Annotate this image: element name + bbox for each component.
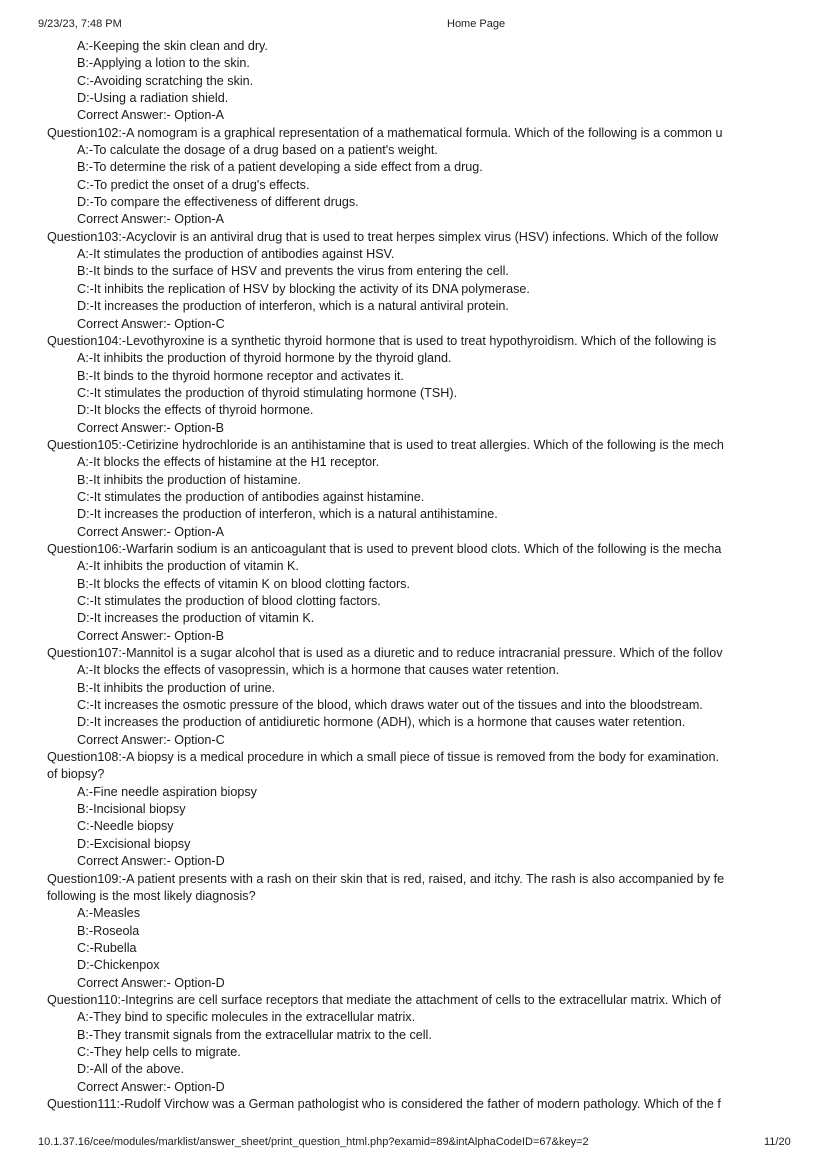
question-block <box>0 437 790 541</box>
option-line: D:-Using a radiation shield. <box>77 91 229 106</box>
option-line: A:-It stimulates the production of antibodies against HSV. <box>77 247 395 262</box>
question-text: Question109:-A patient presents with a rash on their skin that is red, raised, and itchy. The rash is also accompanied by fe <box>47 871 725 886</box>
option-line: A:-It blocks the effects of vasopressin, which is a hormone that causes water retention. <box>77 663 560 678</box>
question-text: Question103:-Acyclovir is an antiviral drug that is used to treat herpes simplex virus (HSV) infections. Which of the follow <box>47 229 719 244</box>
option-line: C:-They help cells to migrate. <box>77 1044 241 1059</box>
question-text: Question104:-Levothyroxine is a synthetic thyroid hormone that is used to treat hypothyroidism. Which of the following is <box>47 333 717 348</box>
question-text: Question105:-Cetirizine hydrochloride is an antihistamine that is used to treat allergies. Which of the following is the mech <box>47 437 724 452</box>
option-line: B:-Incisional biopsy <box>77 802 186 817</box>
print-datetime: 9/23/23, 7:48 PM <box>38 18 122 30</box>
option-line: A:-Keeping the skin clean and dry. <box>77 39 268 53</box>
correct-answer: Correct Answer:- Option-B <box>77 420 224 435</box>
option-line: C:-Needle biopsy <box>77 819 174 834</box>
question-block <box>0 992 790 1096</box>
correct-answer: Correct Answer:- Option-C <box>77 732 225 747</box>
option-line: C:-It stimulates the production of thyroid stimulating hormone (TSH). <box>77 385 458 400</box>
option-line: C:-It inhibits the replication of HSV by blocking the activity of its DNA polymerase. <box>77 281 530 296</box>
question-text: Question106:-Warfarin sodium is an anticoagulant that is used to prevent blood clots. Which of the following is the mecha <box>47 541 722 556</box>
option-line: C:-It stimulates the production of antibodies against histamine. <box>77 489 425 504</box>
correct-answer: Correct Answer:- Option-A <box>77 524 224 539</box>
option-line: D:-Chickenpox <box>77 958 160 973</box>
option-line: B:-Applying a lotion to the skin. <box>77 56 250 71</box>
question-block <box>0 541 790 645</box>
question-text: Question110:-Integrins are cell surface receptors that mediate the attachment of cells to the extracellular matrix. Which of <box>47 992 721 1007</box>
option-line: C:-It increases the osmotic pressure of the blood, which draws water out of the tissues and into the bloodstream. <box>77 698 703 713</box>
option-line: C:-Rubella <box>77 940 137 955</box>
question-text: Question107:-Mannitol is a sugar alcohol that is used as a diuretic and to reduce intracranial pressure. Which of the follov <box>47 646 723 661</box>
option-line: D:-All of the above. <box>77 1062 185 1077</box>
question-block <box>0 749 790 870</box>
option-line: B:-It blocks the effects of vitamin K on blood clotting factors. <box>77 576 410 591</box>
option-line: A:-To calculate the dosage of a drug based on a patient's weight. <box>77 143 438 158</box>
option-line: A:-Fine needle aspiration biopsy <box>77 784 257 799</box>
option-line: D:-It increases the production of interferon, which is a natural antihistamine. <box>77 507 498 522</box>
option-line: A:-Measles <box>77 906 140 921</box>
correct-answer: Correct Answer:- Option-A <box>77 108 224 123</box>
question-block <box>0 1096 790 1113</box>
question-block <box>0 333 790 437</box>
question-block <box>0 645 790 749</box>
question-block <box>0 125 790 229</box>
option-line: B:-It inhibits the production of urine. <box>77 680 276 695</box>
option-line: A:-It inhibits the production of thyroid hormone by the thyroid gland. <box>77 351 452 366</box>
page-title: Home Page <box>447 18 506 30</box>
question-text: Question108:-A biopsy is a medical procedure in which a small piece of tissue is removed from the body for examination. <box>47 750 720 765</box>
option-line: A:-It blocks the effects of histamine at the H1 receptor. <box>77 455 380 470</box>
option-line: B:-To determine the risk of a patient developing a side effect from a drug. <box>77 160 483 175</box>
question-list <box>0 38 790 1118</box>
option-line: B:-It inhibits the production of histamine. <box>77 472 302 487</box>
correct-answer: Correct Answer:- Option-D <box>77 975 225 990</box>
question-text: Question111:-Rudolf Virchow was a German pathologist who is considered the father of modern pathology. Which of the f <box>47 1096 721 1111</box>
question-text-continued: of biopsy? <box>47 767 105 782</box>
questions <box>0 125 790 1114</box>
option-line: C:-Avoiding scratching the skin. <box>77 73 254 88</box>
option-line: B:-It binds to the thyroid hormone receptor and activates it. <box>77 368 404 383</box>
carry-over-block <box>0 38 790 125</box>
option-line: D:-It increases the production of antidiuretic hormone (ADH), which is a hormone that causes water retention. <box>77 715 686 730</box>
page-number: 11/20 <box>764 1136 791 1148</box>
option-line: A:-It inhibits the production of vitamin K. <box>77 559 299 574</box>
option-line: B:-They transmit signals from the extracellular matrix to the cell. <box>77 1027 432 1042</box>
option-line: D:-It blocks the effects of thyroid hormone. <box>77 403 314 418</box>
question-block <box>0 229 790 333</box>
option-line: D:-It increases the production of interferon, which is a natural antiviral protein. <box>77 299 509 314</box>
option-line: B:-Roseola <box>77 923 140 938</box>
option-line: D:-It increases the production of vitamin K. <box>77 611 315 626</box>
option-line: C:-It stimulates the production of blood clotting factors. <box>77 594 381 608</box>
correct-answer: Correct Answer:- Option-D <box>77 854 225 869</box>
option-line: D:-To compare the effectiveness of different drugs. <box>77 195 359 210</box>
correct-answer: Correct Answer:- Option-C <box>77 316 225 331</box>
correct-answer: Correct Answer:- Option-D <box>77 1079 225 1094</box>
question-text: Question102:-A nomogram is a graphical representation of a mathematical formula. Which of the following is a common u <box>47 125 723 140</box>
page-url: 10.1.37.16/cee/modules/marklist/answer_sheet/print_question_html.php?examid=89&intAlphaCodeID=67&key=2 <box>38 1136 589 1148</box>
correct-answer: Correct Answer:- Option-A <box>77 212 224 227</box>
question-text-continued: following is the most likely diagnosis? <box>47 888 256 903</box>
option-line: D:-Excisional biopsy <box>77 836 191 851</box>
option-line: C:-To predict the onset of a drug's effects. <box>77 177 310 192</box>
question-block <box>0 871 790 992</box>
option-line: A:-They bind to specific molecules in the extracellular matrix. <box>77 1010 416 1025</box>
correct-answer: Correct Answer:- Option-B <box>77 628 224 643</box>
option-line: B:-It binds to the surface of HSV and prevents the virus from entering the cell. <box>77 264 509 279</box>
